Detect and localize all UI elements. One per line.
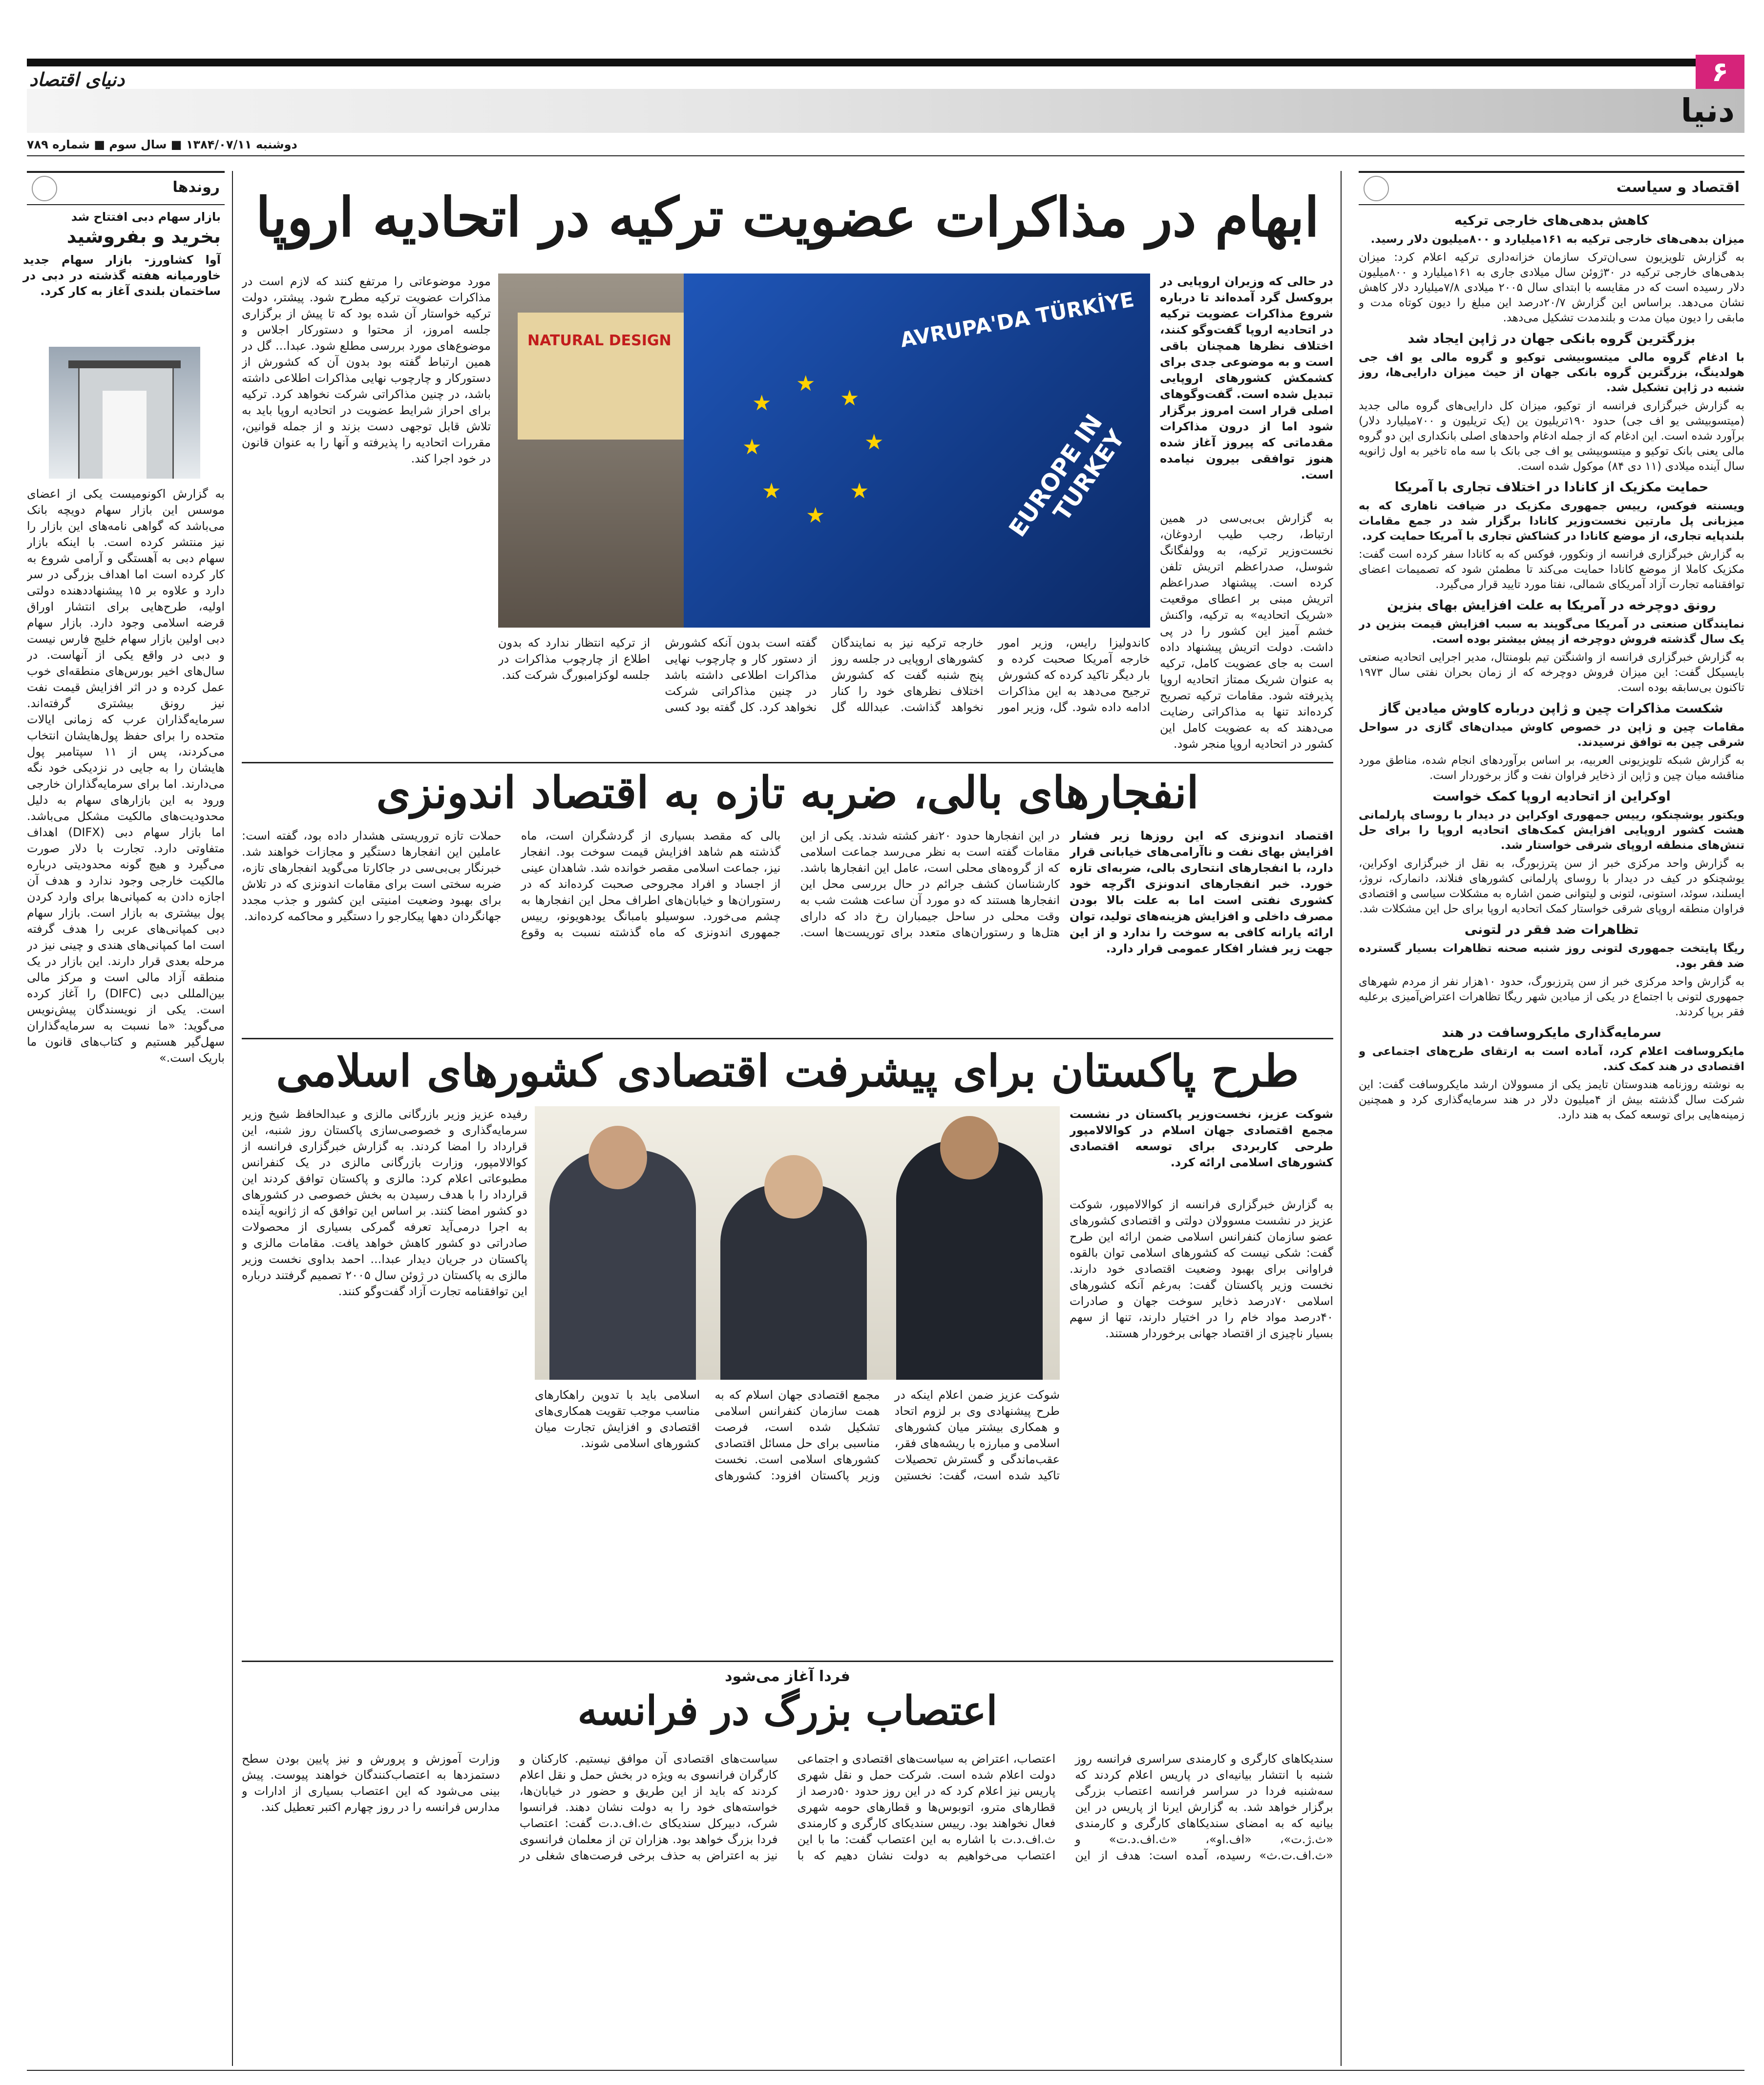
brief-body: به گزارش واحد مرکزی خبر از سن پترزبورگ، به نقل از خبرگزاری اوکراین، یوشچنکو در کیف در دیدار با روسای پارلمانی کشورهای فنلاند، دانمارک، نروژ، ایسلند، سوئد، استونی، لتونی و لیتوانی ضمن اشاره به مشکلات سیاسی و اقتصادی فراوان منطقه اروپای شرقی خواستار کمک اتحادیه اروپا برای حل این مشکلات شد. <box>1359 857 1744 915</box>
brief-body: به گزارش واحد مرکزی خبر از سن پترزبورگ، حدود ۱۰هزار نفر از مردم شهرهای جمهوری لتونی با اجتماع در یکی از میادین شهر ریگا تظاهرات اعتراض‌آمیزی برعلیه فقر برپا کردند. <box>1359 975 1744 1018</box>
left-column-header-label: روندها <box>172 179 220 196</box>
right-column-header <box>1359 171 1744 205</box>
article3-body-mid: شوکت عزیز ضمن اعلام اینکه در طرح پیشنهادی وی بر لزوم اتحاد و همکاری بیشتر میان کشورهای اسلامی و مبارزه با ریشه‌های فقر، عقب‌ماندگی و گسترش تحصیلات تاکید شده است، گفت: نخستین مجمع اقتصادی جهان اسلام که به همت سازمان کنفرانس اسلامی تشکیل شده است، فرصت مناسبی برای حل مسائل اقتصادی کشورهای اسلامی است. نخست وزیر پاکستان افزود: کشورهای اسلامی باید با تدوین راهکارهای مناسب موجب تقویت همکاری‌های اقتصادی و افزایش تجارت میان کشورهای اسلامی شوند. <box>535 1388 1060 1482</box>
article3-body-right: به گزارش خبرگزاری فرانسه از کوالالامپور، شوکت عزیز در نشست مسوولان دولتی و اقتصادی کشورهای عضو سازمان کنفرانس اسلامی ضمن ارائه این طرح گفت: شکی نیست که کشورهای اسلامی توان بالقوه فراوانی برای بهبود وضعیت اقتصادی خود دارند. نخست وزیر پاکستان گفت: به‌رغم آنکه کشورهای اسلامی ۷۰درصد ذخایر سوخت جهان و صادرات ۴۰درصد مواد خام را در اختیار دارند، تنها از سهم بسیار ناچیزی از اقتصاد جهانی برخوردار هستند. <box>1070 1198 1333 1340</box>
left-column-divider <box>232 171 233 2066</box>
star-icon: ★ <box>806 503 825 528</box>
left-column-header <box>27 171 225 205</box>
article3-lead: شوکت عزیز، نخست‌وزیر پاکستان در نشست مجمع اقتصادی جهان اسلام در کوالالامپور طرحی کاربردی برای توسعه اقتصادی کشورهای اسلامی ارائه کرد. <box>1070 1107 1333 1169</box>
brief-deck: مقامات چین و ژاپن در خصوص کاوش میدان‌های گازی در سواحل شرقی چین به توافق نرسیدند. <box>1359 721 1744 749</box>
brief-deck: مایکروسافت اعلام کرد، آماده است به ارتقای طرح‌های اجتماعی و اقتصادی در هند کمک کند. <box>1359 1045 1744 1073</box>
brief-deck: ویسنته فوکس، رییس جمهوری مکزیک در ضیافت ناهاری که به میزبانی پل مارتین نخست‌وزیر کانادا برگزار شد در جمع مقامات بلندپایه تجاری، از موضع کانادا در کشاکش تجاری با آمریکا حمایت کرد. <box>1359 500 1744 543</box>
brief-title: شکست مذاکرات چین و ژاپن درباره کاوش میادین گاز <box>1380 701 1723 716</box>
article4-kicker: فردا آغاز می‌شود <box>725 1668 850 1685</box>
brief-title: سرمایه‌گذاری مایکروسافت در هند <box>1442 1025 1661 1040</box>
brief-item <box>1359 700 1744 783</box>
brief-title: حمایت مکزیک از کانادا در اختلاف تجاری با آمریکا <box>1394 480 1709 495</box>
article2-body: در این انفجارها حدود ۲۰نفر کشته شدند. یکی از این مقامات گفته است به نظر می‌رسد جماعت اسلامی که از گروه‌های محلی است، عامل این انفجارها باشد. کارشناسان کشف جرائم در حال بررسی محل این انفجارها هستند که دو مورد آن ساعت هشت شب به وقت محلی در ساحل جیمباران رخ داد که دارای هتل‌ها و رستوران‌های متعدد برای توریست‌ها است. بالی که مقصد بسیاری از گردشگران است، ماه گذشته هم شاهد افزایش قیمت سوخت بود. انفجار نیز، جماعت اسلامی مقصر خوانده شد. شاهدان عینی از اجساد و افراد مجروحی صحبت کرده‌اند که در رستوران‌ها و خیابان‌های اطراف محل این انفجارها به چشم می‌خورد. سوسیلو بامبانگ یودهویونو، رییس جمهوری اندونزی که ماه گذشته نسبت به وقوع حملات تازه تروریستی هشدار داده بود، گفته است: عاملین این انفجارها دستگیر و مجازات خواهند شد. خبرنگار بی‌بی‌سی در جاکارتا می‌گوید انفجارهای تازه، ضربه سختی است برای مقامات اندونزی که در تلاش برای بهبود وضعیت امنیتی این کشور و جذب مجدد جهانگردان دهها پیکارجو را دستگیر و محاکمه کرده‌اند. <box>242 829 1060 939</box>
brief-deck: ویکتور یوشچنکو، رییس جمهوری اوکراین در دیدار با روسای پارلمانی هشت کشور اروپایی افزایش کمک‌های اتحادیه اروپا را برای حل تنش‌های منطقه اروپای شرقی خواستار شد. <box>1359 809 1744 852</box>
date-line: دوشنبه ۱۳۸۴/۰۷/۱۱ ■ سال سوم ■ شماره ۷۸۹ <box>27 138 297 151</box>
article3-body-left: رفیده عزیز وزیر بازرگانی مالزی و عبدالحافظ شیخ وزیر سرمایه‌گذاری و خصوصی‌سازی پاکستان روز شنبه، این قرارداد را امضا کردند. به گزارش خبرگزاری فرانسه از کوالالامپور، وزارت بازرگانی مالزی در یک کنفرانس مطبوعاتی اعلام کرد: مالزی و پاکستان توافق کردند این قرارداد را با هدف رسیدن به بخش خصوصی در کشورهای دو کشور امضا کنند. بر اساس این توافق که از ژانویه آینده به اجرا درمی‌آید تعرفه گمرکی بسیاری از محصولات صادراتی دو کشور کاهش خواهد یافت. مقامات مالزی و پاکستان در جریان دیدار عبدا... احمد بداوی نخست وزیر مالزی به پاکستان در ژوئن سال ۲۰۰۵ تصمیم گرفتند درباره این توافقنامه تجارت آزاد گفت‌وگو کنند. <box>242 1107 527 1298</box>
article4-body: سندیکاهای کارگری و کارمندی سراسری فرانسه روز شنبه با انتشار بیانیه‌ای در پاریس اعلام کردند که سه‌شنبه فردا در سراسر فرانسه اعتصاب بزرگی برگزار خواهد شد. به گزارش ایرنا از پاریس در این بیانیه که به امضای سندیکاهای کارگری و کارمندی «ث.ژ.ت»، «اف.او»، «ث.اف.د.ت» و «ث.اف.ت.ث» رسیده، آمده است: هدف از این اعتصاب، اعتراض به سیاست‌های اقتصادی و اجتماعی دولت اعلام شده است. شرکت حمل و نقل شهری پاریس نیز اعلام کرد که در این روز حدود ۵۰درصد از قطارهای مترو، اتوبوس‌ها و قطارهای حومه شهری فعال نخواهند بود. رییس سندیکای کارگری و کارمندی ث.اف.د.ت با اشاره به این اعتصاب گفت: ما با این اعتصاب می‌خواهیم به دولت نشان دهیم که با سیاست‌های اقتصادی آن موافق نیستیم. کارکنان و کارگران فرانسوی به ویژه در بخش حمل و نقل اعلام کردند که باید از این طریق و حضور در خیابان‌ها، خواسته‌های خود را به دولت نشان دهند. فرانسوا شرک، دبیرکل سندیکای ث.اف.د.ت گفت: اعتصاب فردا بزرگ خواهد بود. هزاران تن از معلمان فرانسوی نیز به اعتراض به حذف برخی فرصت‌های شغلی در وزارت آموزش و پرورش و نیز پایین بودن سطح دستمزدها به اعتصاب‌کنندگان خواهند پیوست. پیش بینی می‌شود که این اعتصاب بسیاری از ادارات و مدارس فرانسه را در روز چهارم اکتبر تعطیل کند. <box>242 1752 1333 1862</box>
brief-item <box>1359 479 1744 592</box>
star-icon: ★ <box>840 386 860 411</box>
star-icon: ★ <box>762 479 781 504</box>
brief-item <box>1359 922 1744 1020</box>
masthead-rule <box>27 155 1744 156</box>
flag-text-1: AVRUPA'DA TÜRKİYE <box>898 287 1136 352</box>
page-number: ۶ <box>1711 56 1729 88</box>
article1-body-right: به گزارش بی‌بی‌سی در همین ارتباط، رجب طیب اردوغان، نخست‌وزیر ترکیه، به وولفگانگ شوسل، صدراعظم اتریش تلفن کرده است. پیشنهاد صدراعظم اتریش مبنی بر اعطای موقعیت «شریک اتحادیه» به ترکیه، واکنش خشم آمیز این کشور را در پی داشت. دولت اتریش پیشنهاد داده است به جای عضویت کامل، ترکیه به عنوان شریک ممتاز اتحادیه اروپا پذیرفته شود. مقامات ترکیه تصریح کرده‌اند تنها به مذاکراتی رضایت می‌دهند که به عضویت کامل این کشور در اتحادیه اروپا منجر شود. <box>1160 511 1333 751</box>
article2-lead: اقتصاد اندونزی که این روزها زیر فشار افزایش بهای نفت و ناآرامی‌های خیابانی قرار دارد، با انفجارهای انتحاری بالی، ضربه‌ای تازه خورد. خبر انفجارهای اندونزی اگرچه خود کشوری نفتی است اما به علت بالا بودن مصرف داخلی و افزایش هزینه‌های تولید، توان ارائه یارانه کافی به سوخت را ندارد و از این جهت زیر فشار افکار عمومی قرار دارد. <box>1070 829 1333 955</box>
page-bottom-rule <box>27 2070 1744 2071</box>
article1-lead: در حالی که وزیران اروپایی در بروکسل گرد آمده‌اند تا درباره شروع مذاکرات عضویت ترکیه در اتحادیه اروپا گفت‌وگو کنند، اختلاف نظرها همچنان باقی است و به موضوعی جدی برای کشمکش کشورهای اروپایی تبدیل شده است. گفت‌وگوهای اصلی قرار است امروز برگزار شود اما از درون مذاکرات مقدماتی که پیروز آغاز شده هنوز توافقی بیرون نیامده است. <box>1160 274 1333 482</box>
masthead <box>0 0 1764 161</box>
brief-body: به گزارش تلویزیون سی‌ان‌ترک سازمان خزانه‌داری ترکیه اعلام کرد: میزان بدهی‌های خارجی ترکیه در ۳۰ژوئن سال میلادی جاری به ۱۶۱میلیارد و ۸۰۰میلیون دلار رسیده است که در مقایسه با ابتدای سال ۲۰۰۵ میلادی ۷/۸میلیارد دلار کاهش نشان می‌دهد. براساس این گزارش ۲۰/۷درصد این مبلغ را دیون کوتاه مدت و مابقی را دیون میان مدت و بلندمدت تشکیل می‌دهد. <box>1359 251 1744 324</box>
brief-body: به گزارش خبرگزاری فرانسه از واشنگتن تیم بلومنتال، مدیر اجرایی اتحادیه صنعتی بایسیکل گفت: این میزان فروش دوچرخه که از زمان بحران نفتی سال ۱۹۷۳ تاکنون بی‌سابقه بوده است. <box>1359 651 1744 694</box>
right-column-divider <box>1341 171 1342 2066</box>
brief-body: به گزارش خبرگزاری فرانسه از ونکوور، فوکس که به کانادا سفر کرده است گفت: مکزیک کاملا از موضع کانادا حمایت می‌کند تا مطمئن شود که تصمیمات اعضای توافقنامه تجارت آزاد آمریکای شمالی، نفتا مورد تایید قرار می‌گیرد. <box>1359 548 1744 591</box>
brief-item <box>1359 788 1744 917</box>
top-bar <box>27 59 1702 66</box>
flag-text-2: EUROPE IN TURKEY <box>1004 409 1131 542</box>
left-deck: آوا کشاورز- بازار سهام جدید خاورمیانه هفته گذشته در دبی در ساختمان بلندی آغاز به کار کرد. <box>23 253 221 298</box>
pakistan-leaders-photo <box>535 1106 1060 1380</box>
left-kicker: بازار سهام دبی افتتاح شد <box>71 210 221 224</box>
brief-body: به گزارش شبکه تلویزیونی العربیه، بر اساس برآوردهای انجام شده، مناطق مورد مناقشه میان چین و ژاپن از ذخایر فراوان نفت و گاز برخوردار است. <box>1359 754 1744 782</box>
article3-divider <box>242 1661 1333 1662</box>
brief-title: بزرگترین گروه بانکی جهان در ژاپن ایجاد شد <box>1407 331 1696 346</box>
dubai-building-photo <box>49 347 200 479</box>
page-number-box <box>1696 55 1744 89</box>
star-icon: ★ <box>850 479 869 504</box>
brief-item <box>1359 212 1744 326</box>
star-icon: ★ <box>752 391 772 416</box>
globe-icon <box>1364 176 1389 201</box>
article4-headline: اعتصاب بزرگ در فرانسه <box>577 1687 998 1734</box>
section-band <box>27 89 1744 133</box>
shop-sign: NATURAL DESIGN <box>527 332 672 349</box>
article1-body-bottom: کاندولیزا رایس، وزیر امور خارجه آمریکا صحبت کرده و بار دیگر تاکید کرده که کشورش ترجیح می‌دهد به این مذاکرات ادامه داده شود. گل، وزیر امور خارجه ترکیه نیز به نمایندگان کشورهای اروپایی در جلسه روز پنج شنبه گفت که کشورش اختلاف نظرهای خود را کنار نخواهد گذاشت. عبدالله گل گفته است بدون آنکه کشورش از دستور کار و چارچوب نهایی مذاکرات اطلاعی داشته باشد در چنین مذاکراتی شرکت نخواهد کرد. کل گفته بود کسی از ترکیه انتظار ندارد که بدون اطلاع از چارچوب مذاکرات در جلسه لوکزامبورگ شرکت کند. <box>498 636 1150 714</box>
brief-title: تظاهرات ضد فقر در لتونی <box>1464 922 1639 937</box>
brief-title: اوکراین از اتحادیه اروپا کمک خواست <box>1432 789 1671 804</box>
right-column-header-label: اقتصاد و سیاست <box>1616 179 1740 196</box>
brief-deck: میزان بدهی‌های خارجی ترکیه به ۱۶۱میلیارد و ۸۰۰میلیون دلار رسید. <box>1370 233 1744 246</box>
brief-title: رونق دوچرخه در آمریکا به علت افزایش بهای بنزین <box>1387 598 1716 613</box>
star-icon: ★ <box>864 430 884 455</box>
brief-item <box>1359 331 1744 474</box>
left-title: بخرید و بفروشید <box>66 226 221 247</box>
article3-headline: طرح پاکستان برای پیشرفت اقتصادی کشورهای اسلامی <box>276 1045 1299 1097</box>
brief-body: به نوشته روزنامه هندوستان تایمز یکی از مسوولان ارشد مایکروسافت گفت: این شرکت سال گذشته بیش از ۴میلیون دلار در هند سرمایه‌گذاری کرد و همچنین زمینه‌هایی برای توسعه کمک به هند دارد. <box>1359 1078 1744 1121</box>
right-column-body <box>1359 208 1744 2068</box>
star-icon: ★ <box>742 435 762 460</box>
brief-item <box>1359 1025 1744 1123</box>
article1-headline: ابهام در مذاکرات عضویت ترکیه در اتحادیه اروپا <box>255 186 1320 249</box>
paper-name: دنیای اقتصاد <box>29 68 125 90</box>
brief-deck: نمایندگان صنعتی در آمریکا می‌گویند به سبب افزایش قیمت بنزین در یک سال گذشته فروش دوچرخه از پیش بیشتر بوده است. <box>1359 618 1744 646</box>
brief-title: کاهش بدهی‌های خارجی ترکیه <box>1454 213 1649 228</box>
turkey-eu-photo <box>498 274 1150 628</box>
article2-headline: انفجارهای بالی، ضربه تازه به اقتصاد اندونزی <box>376 767 1199 819</box>
article1-divider <box>242 762 1333 763</box>
section-title: دنیا <box>1680 92 1735 129</box>
article1-body-left: مورد موضوعاتی را مرتفع کنند که لازم است در مذاکرات عضویت ترکیه مطرح شود. پیشتر، دولت ترکیه خواستار آن شده بود که تا پیش از برگزاری جلسه امروز، از محتوا و دستورکار اجلاس و موضوع‌های مورد بررسی مطلع شود. عبدا... گل در همین ارتباط گفته بود بدون آن که کشورش از دستورکار و چارچوب نهایی مذاکرات اطلاعی داشته باشد، در چنین مذاکراتی شرکت نخواهد کرد. ترکیه برای احراز شرایط عضویت در اتحادیه اروپا باید به تلاش قابل توجهی دست بزند و از جمله قوانین، مقررات اتحادیه را پذیرفته و آنها را به عنوان قانون در خود اجرا کند. <box>242 274 491 465</box>
article2-divider <box>242 1038 1333 1039</box>
brief-item <box>1359 597 1744 695</box>
brief-deck: با ادغام گروه مالی میتسوبیشی توکیو و گروه مالی یو اف جی هولدینگ، بزرگترین گروه بانکی جهان از حیث میزان دارایی‌ها، روز شنبه در ژاپن تشکیل شد. <box>1359 351 1744 394</box>
left-column-body: به گزارش اکونومیست یکی از اعضای موسس این بازار سهام دویچه بانک می‌باشد که گواهی نامه‌های این بازار را نیز منتشر کرده است. با اینکه بازار سهام دبی به آهستگی و آرامی شروع به کار کرده است اما اهداف بزرگی در سر دارد و علاوه بر ۱۵ پیشنهاددهنده دولتی اولیه، طرح‌هایی برای انتشار اوراق قرضه اسلامی وجود دارد. بازار سهام دبی اولین بازار سهام خلیج فارس نیست و دبی در واقع یکی از آنهاست. در سال‌های اخیر بورس‌های منطقه‌ای خوب عمل کرده و در اثر افزایش قیمت نفت نیز رونق بیشتری گرفته‌اند. سرمایه‌گذاران عرب که زمانی ایالات متحده را برای حفظ پول‌هایشان انتخاب می‌کردند، پس از ۱۱ سپتامبر پول هایشان را به جایی در نزدیکی خود نگه می‌دارند. اما برای سرمایه‌گذاران خارجی ورود به این بازارهای سهام به دلیل محدودیت‌های مالکیت مشکل می‌باشد. اما بازار سهام دبی (DIFX) اهداف متفاوتی دارد. تجارت با دلار صورت می‌گیرد و هیچ گونه محدودیتی درباره مالکیت خارجی وجود ندارد و هدف آن اجازه دادن به کمپانی‌ها برای وارد کردن پول بیشتری به بازار است. بازار سهام دبی کمپانی‌های عربی را هدف گرفته است اما کمپانی‌های هندی و چینی نیز در مرحله بعدی قرار دارند. این بازار در یک منطقه آزاد مالی است و مرکز مالی بین‌المللی دبی (DIFC) را آغاز کرده است. یکی از نویسندگان پیش‌نویس می‌گوید: «ما نسبت به سرمایه‌گذاران سهل‌گیر هستیم و کتاب‌های قانون ما باریک است.» <box>27 487 225 1065</box>
globe-icon <box>32 176 57 201</box>
star-icon: ★ <box>796 371 816 396</box>
brief-body: به گزارش خبرگزاری فرانسه از توکیو، میزان کل دارایی‌های گروه مالی جدید (میتسوبیشی یو اف جی) حدود ۱۹۰تریلیون ین (یک تریلیون و ۷۰۰میلیارد دلار) برآورد شده است. این ادغام که از جمله ادغام واحدهای اصلی بانکداری این دو گروه مالی یعنی بانک توکیو و میتسوبیشی یو اف جی بانک با سه ماه تاخیر به اول ژانویه سال آینده میلادی (۱۱ دی ۸۴) موکول شده است. <box>1359 400 1744 473</box>
brief-deck: ریگا پایتخت جمهوری لتونی روز شنبه صحنه تظاهرات بسیار گسترده ضد فقر بود. <box>1359 942 1744 970</box>
